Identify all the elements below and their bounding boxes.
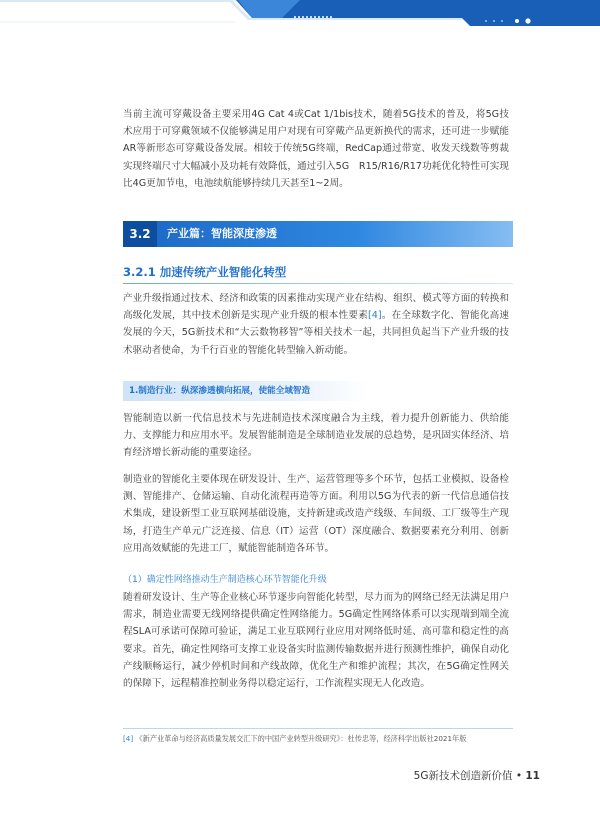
- intro-paragraph: 当前主流可穿戴设备主要采用4G Cat 4或Cat 1/1bis技术，随着5G技术的普及，将5G技术应用于可穿戴领域不仅能够满足用户对现有可穿戴产品更新换代的需求，还可进一步赋能AR等新形态可穿戴设备发展。相较于传统5G终端，RedCap通过带宽、收发天线数等剪裁实现终端尺寸大幅减小及功耗有效降低，通过引入5G R15/R16/R17功耗优化特性可实现比4G更加节电，电池续航能够持续几天甚至1~2周。: [123, 109, 509, 189]
- section-number: 3.2: [123, 221, 157, 247]
- industry-upgrade-paragraph: [123, 290, 509, 359]
- header-decoration: [0, 0, 600, 34]
- paragraph-text: 产业升级指通过技术、经济和政策的因素推动实现产业在结构、组织、模式等方面的转换和高级化发展，其中技术创新是实现产业升级的根本性要素: [123, 293, 509, 322]
- deterministic-network-paragraph: 随着研发设计、生产等企业核心环节逐步向智能化转型，尽力而为的网络已经无法满足用户需求，制造业需要无线网络提供确定性网络能力。5G确定性网络体系可以实现端到端全流程SLA可承诺可保障可验证，满足工业互联网行业应用对网络低时延、高可靠和稳定性的高要求。首先，确定性网络可支撑工业设备实时监测传输数据并进行预测性维护，确保自动化产线顺畅运行，减少停机时间和产线故障，优化生产和维护流程；其次，在5G确定性网关的保障下，远程精准控制业务得以稳定运行，工作流程实现无人化改造。: [123, 592, 509, 690]
- item-title: （1）确定性网络推动生产制造核心环节智能化升级: [123, 575, 327, 585]
- footnote: [123, 734, 466, 744]
- subsection-title: 3.2.1 加速传统产业智能化转型: [123, 265, 287, 279]
- subsection-divider: [123, 283, 513, 284]
- page-footer: [414, 768, 540, 783]
- footnote-text: 《新产业革命与经济高质量发展交汇下的中国产业转型升级研究》：杜传忠等，经济科学出版社2021年版: [135, 734, 467, 743]
- smart-manufacturing-paragraph: 智能制造以新一代信息技术与先进制造技术深度融合为主线，着力提升创新能力、供给能力、支撑能力和应用水平。发展智能制造是全球制造业发展的总趋势，是巩固实体经济、培育经济增长新动能的重要途径。: [123, 413, 509, 459]
- paragraph-text: 。在全球数字化、智能化高速发展的今天，5G新技术和“大云数物移智”等相关技术一起，共同担负起当下产业升级的技术驱动者使命，为千行百业的智能化转型输入新动能。: [123, 310, 510, 356]
- footer-separator: •: [515, 770, 523, 782]
- footnote-ref: [4]: [123, 734, 134, 743]
- section-title: 产业篇：智能深度渗透: [167, 227, 277, 240]
- footer-title: 5G新技术创造新价值: [413, 770, 513, 782]
- topic-title: 1.制造行业：纵深渗透横向拓展，使能全域智造: [129, 386, 311, 396]
- page-number: 11: [525, 770, 540, 782]
- reference-link[interactable]: [4]: [368, 310, 382, 322]
- topic-header: [123, 381, 368, 401]
- manufacturing-intelligence-paragraph: 制造业的智能化主要体现在研发设计、生产、运营管理等多个环节，包括工业模拟、设备检测、智能排产、仓储运输、自动化流程再造等方面。利用以5G为代表的新一代信息通信技术集成，建设新型工业互联网基础设施，支持新建或改造产线级、车间级、工厂级等生产现场，打造生产单元广泛连接、信息（IT）运营（OT）深度融合、数据要素充分利用、创新应用高效赋能的先进工厂，赋能智能制造各环节。: [123, 474, 509, 554]
- footnote-divider: [123, 728, 513, 729]
- section-header: [123, 221, 513, 247]
